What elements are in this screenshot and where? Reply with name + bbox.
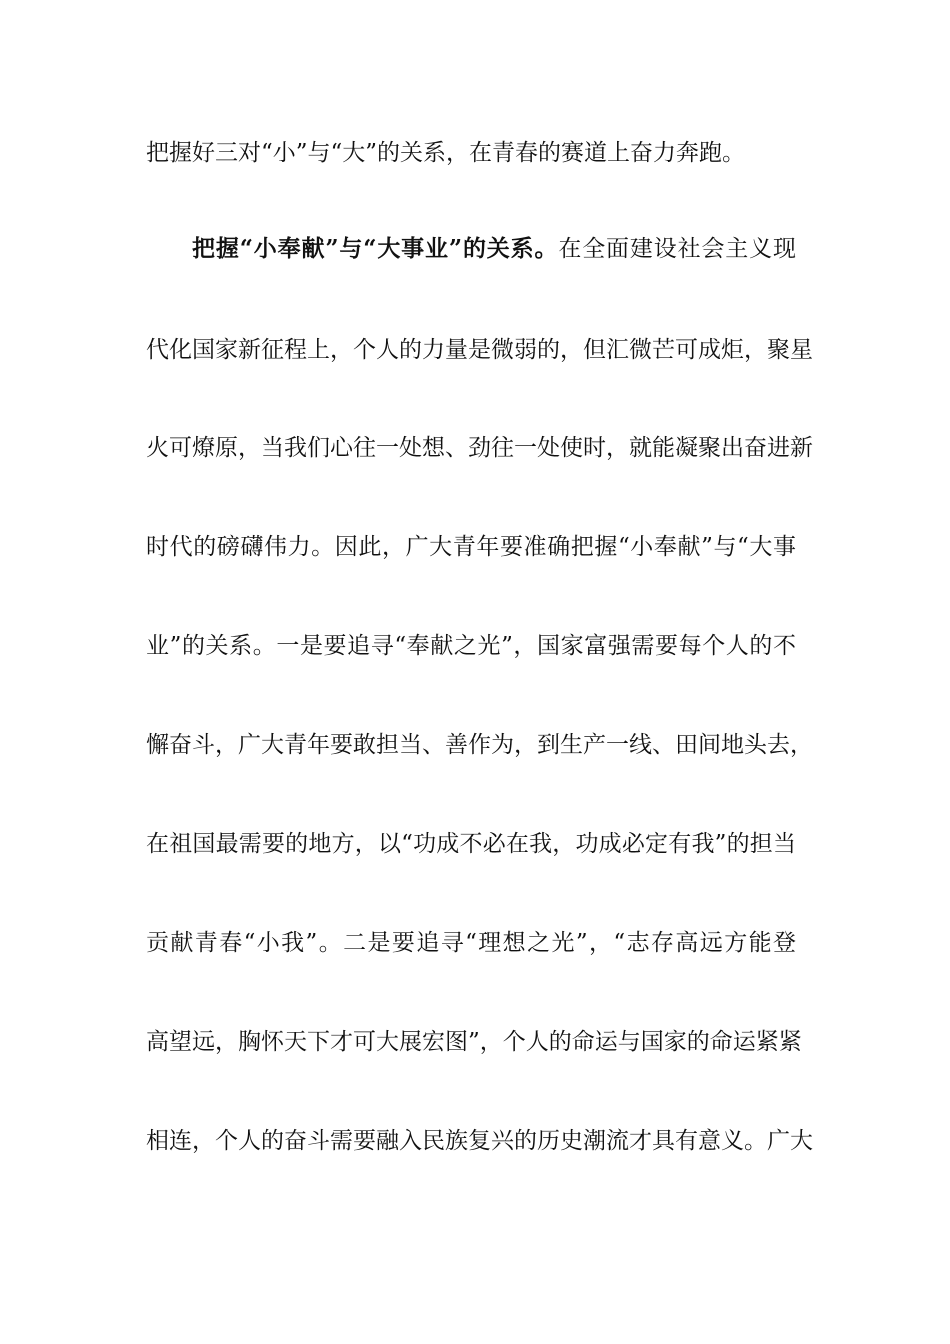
line-text: 高望远，胸怀天下才可大展宏图”，个人的命运与国家的命运紧紧: [146, 1029, 802, 1055]
text-line-4: [146, 428, 813, 468]
line-text: 时代的磅礴伟力。因此，广大青年要准确把握“小奉献”与“大事: [146, 534, 796, 560]
paragraph-heading-line: [192, 229, 796, 269]
text-line-10: [146, 1022, 802, 1062]
line-text: 在祖国最需要的地方，以“功成不必在我，功成必定有我”的担当: [146, 831, 796, 857]
line-text: 相连，个人的奋斗需要融入民族复兴的历史潮流才具有意义。广大: [146, 1128, 813, 1154]
text-line-3: [146, 330, 813, 370]
paragraph-heading: 把握“小奉献”与“大事业”的关系。: [192, 235, 559, 262]
line-text: 业”的关系。一是要追寻“奉献之光”，国家富强需要每个人的不: [146, 633, 796, 659]
text-line-1: [146, 133, 796, 173]
text-line-9: [146, 923, 796, 963]
line-text: 代化国家新征程上，个人的力量是微弱的，但汇微芒可成炬，聚星: [146, 337, 813, 363]
line-text: 把握好三对“小”与“大”的关系，在青春的赛道上奋力奔跑。: [146, 140, 746, 166]
line-text: 火可燎原，当我们心往一处想、劲往一处使时，就能凝聚出奋进新: [146, 435, 813, 461]
line-text: 在全面建设社会主义现: [558, 236, 797, 262]
text-line-8: [146, 824, 796, 864]
line-text: 懈奋斗，广大青年要敢担当、善作为，到生产一线、田间地头去，: [146, 732, 813, 758]
text-line-5: [146, 527, 796, 567]
text-line-11: [146, 1121, 813, 1161]
line-text: 贡献青春“小我”。二是要追寻“理想之光”，“志存高远方能登: [146, 930, 796, 956]
text-line-7: [146, 725, 813, 765]
text-line-6: [146, 626, 796, 666]
